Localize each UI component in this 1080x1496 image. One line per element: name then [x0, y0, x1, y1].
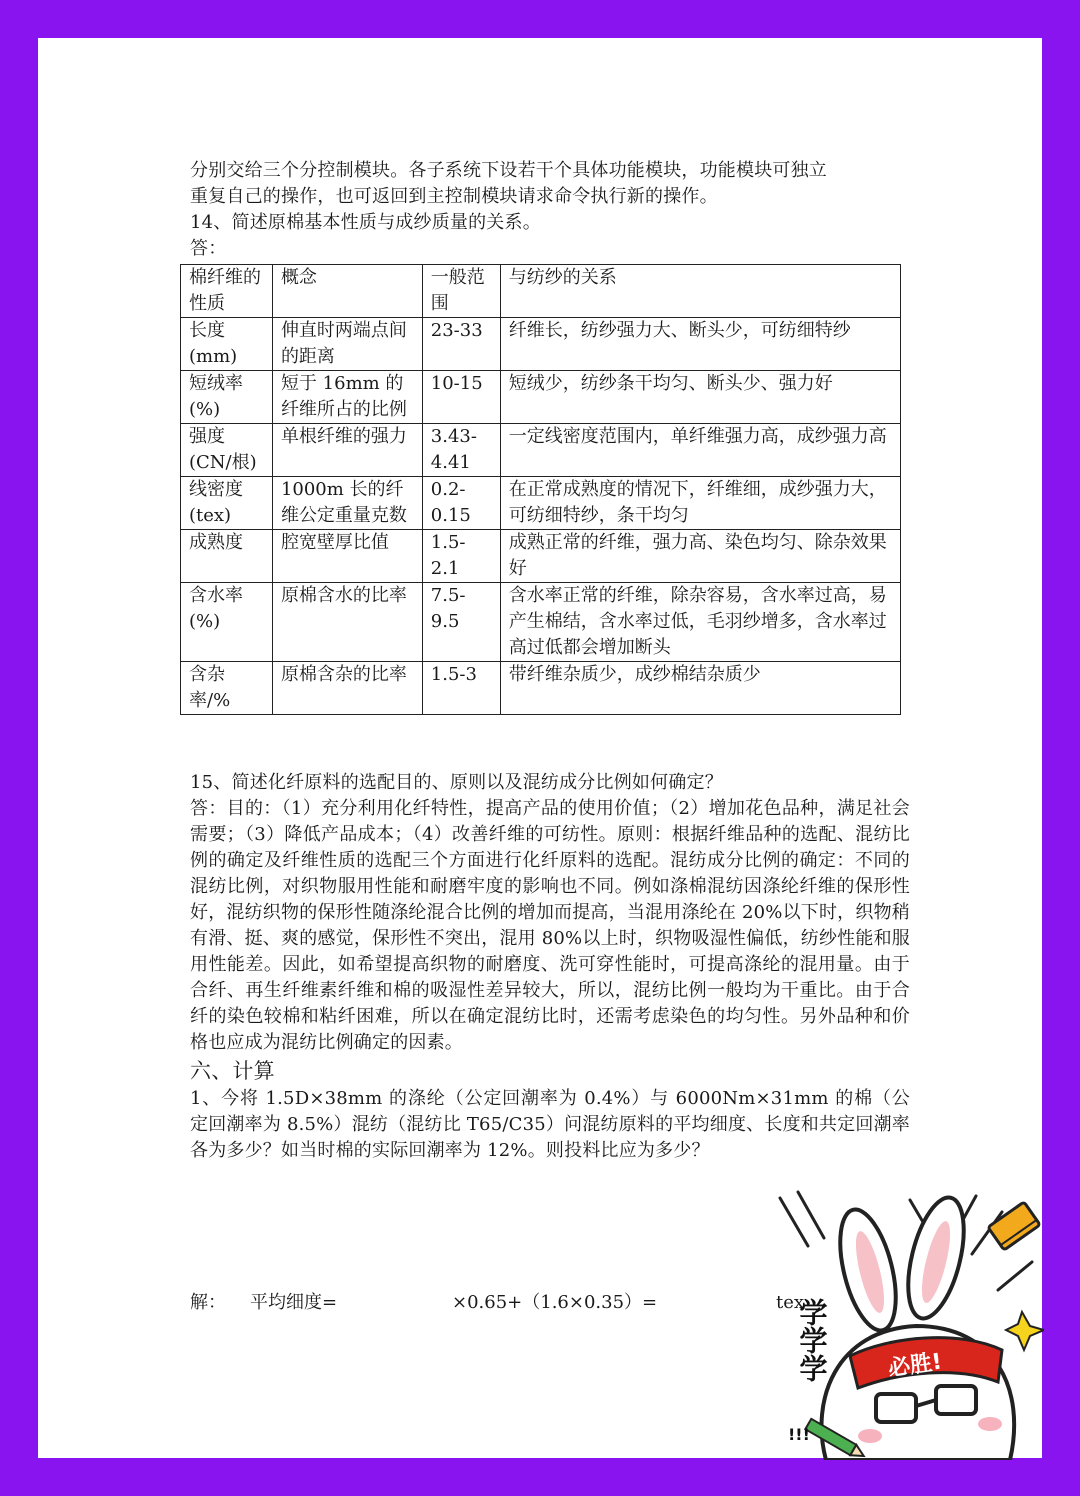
table-cell: 伸直时两端点间的距离 — [272, 318, 422, 371]
table-cell: 原棉含水的比率 — [272, 583, 422, 662]
solution-label: 解： — [190, 1292, 226, 1313]
table-cell: 1.5-3 — [422, 662, 500, 715]
table-cell: 短绒少，纺纱条干均匀、断头少、强力好 — [500, 371, 900, 424]
header-cell: 与纺纱的关系 — [500, 265, 900, 318]
sticker-exclaim: !!! — [788, 1425, 810, 1444]
table-cell: 7.5-9.5 — [422, 583, 500, 662]
question-14: 14、简述原棉基本性质与成纱质量的关系。 — [190, 212, 541, 233]
table-row — [181, 318, 901, 371]
table-cell: 一定线密度范围内，单纤维强力高，成纱强力高 — [500, 424, 900, 477]
table-cell: 线密度(tex) — [181, 477, 273, 530]
table-row — [181, 530, 901, 583]
table-cell: 短绒率(%) — [181, 371, 273, 424]
table-row — [181, 583, 901, 662]
table-cell: 1.5-2.1 — [422, 530, 500, 583]
table-row — [181, 424, 901, 477]
table-cell: 纤维长，纺纱强力大、断头少，可纺细特纱 — [500, 318, 900, 371]
table-row — [181, 662, 901, 715]
table-cell: 0.2-0.15 — [422, 477, 500, 530]
section-title: 六、计算 — [190, 1059, 275, 1083]
table-header-row — [181, 265, 901, 318]
sticker-vertical-text: 学学学 — [795, 1298, 829, 1382]
table-cell: 23-33 — [422, 318, 500, 371]
calc-question-1: 1、今将 1.5D×38mm 的涤纶（公定回潮率为 0.4%）与 6000Nm×31mm 的棉（公定回潮率为 8.5%）混纺（混纺比 T65/C35）问混纺原料的平均细度、长度和共定回潮率各为多少？如当时棉的实际回潮率为 12%。则投料比应为多少？ — [190, 1088, 910, 1161]
table-cell: 带纤维杂质少，成纱棉结杂质少 — [500, 662, 900, 715]
table-cell: 含水率正常的纤维，除杂容易，含水率过高，易产生棉结，含水率过低，毛羽纱增多，含水率过高过低都会增加断头 — [500, 583, 900, 662]
table-cell: 单根纤维的强力 — [272, 424, 422, 477]
header-cell: 概念 — [272, 265, 422, 318]
bunny-sticker — [740, 1150, 1044, 1460]
intro-block — [190, 158, 910, 262]
answer-15: 答：目的：（1）充分利用化纤特性，提高产品的使用价值；（2）增加花色品种，满足社会需要；（3）降低产品成本；（4）改善纤维的可纺性。原则：根据纤维品种的选配、混纺比例的确定及纤维性质的选配三个方面进行化纤原料的选配。混纺成分比例的确定：不同的混纺比例，对织物服用性能和耐磨牢度的影响也不同。例如涤棉混纺因涤纶纤维的保形性好，混纺织物的保形性随涤纶混合比例的增加而提高，当混用涤纶在 20%以下时，织物稍有滑、挺、爽的感觉，保形性不突出，混用 80%以上时，织物吸湿性偏低，纺纱性能和服用性能差。因此，如希望提高织物的耐磨度、洗可穿性能时，可提高涤纶的混用量。由于合纤、再生纤维素纤维和棉的吸湿性差异较大，所以，混纺比例一般均为干重比。由于合纤的染色较棉和粘纤困难，所以在确定混纺比时，还需考虑染色的均匀性。另外品种和价格也应成为混纺比例确定的因素。 — [190, 798, 910, 1053]
formula-part-c: tex — [776, 1292, 805, 1313]
header-cell: 一般范围 — [422, 265, 500, 318]
formula-part-a: 平均细度= — [250, 1292, 338, 1313]
headband-text: 必胜! — [886, 1349, 944, 1382]
table-cell: 短于 16mm 的纤维所占的比例 — [272, 371, 422, 424]
book-icon — [988, 1202, 1040, 1250]
intro-line-2: 重复自己的操作，也可返回到主控制模块请求命令执行新的操作。 — [190, 186, 718, 207]
table-row — [181, 477, 901, 530]
table-cell: 在正常成熟度的情况下，纤维细，成纱强力大，可纺细特纱，条干均匀 — [500, 477, 900, 530]
answer-label-14: 答： — [190, 238, 227, 259]
header-cell: 棉纤维的性质 — [181, 265, 273, 318]
table-cell: 原棉含杂的比率 — [272, 662, 422, 715]
table-cell: 1000m 长的纤维公定重量克数 — [272, 477, 422, 530]
intro-line-1: 分别交给三个分控制模块。各子系统下设若干个具体功能模块，功能模块可独立 — [190, 160, 827, 181]
table-cell: 强度(CN/根) — [181, 424, 273, 477]
table-cell: 成熟正常的纤维，强力高、染色均匀、除杂效果好 — [500, 530, 900, 583]
cotton-properties-table — [180, 264, 901, 715]
table-cell: 成熟度 — [181, 530, 273, 583]
table-cell: 含杂率/% — [181, 662, 273, 715]
after-table-block — [190, 770, 910, 1164]
table-cell: 腔宽壁厚比值 — [272, 530, 422, 583]
table-row — [181, 371, 901, 424]
table-cell: 10-15 — [422, 371, 500, 424]
table-cell: 长度(mm) — [181, 318, 273, 371]
formula-part-b: ×0.65+（1.6×0.35）= — [452, 1292, 658, 1313]
question-15: 15、简述化纤原料的选配目的、原则以及混纺成分比例如何确定？ — [190, 772, 723, 793]
table-cell: 含水率(%) — [181, 583, 273, 662]
table-cell: 3.43-4.41 — [422, 424, 500, 477]
